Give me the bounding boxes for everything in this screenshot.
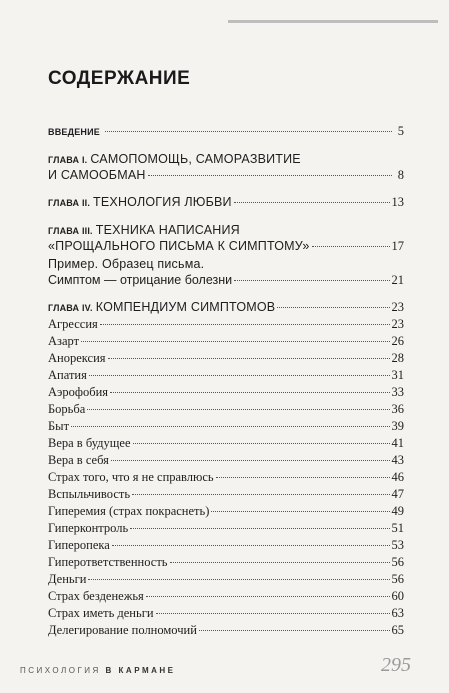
- leader-dots: [211, 511, 389, 512]
- page-ref: 28: [391, 351, 404, 365]
- list-item: [48, 402, 404, 419]
- chapter-tag: ГЛАВА III.: [48, 226, 93, 236]
- leader-dots: [132, 494, 389, 495]
- symptom-label: Вспыльчивость: [48, 487, 131, 501]
- symptom-label: Делегирование полномочий: [48, 623, 197, 637]
- page-ref: 13: [391, 195, 404, 209]
- page-ref: 33: [391, 385, 404, 399]
- leader-dots: [146, 596, 390, 597]
- chapter-title-cont: «ПРОЩАЛЬНОГО ПИСЬМА К СИМПТОМУ»: [48, 239, 310, 253]
- toc-entry-ch4: [48, 300, 404, 317]
- page-ref: 51: [391, 521, 404, 535]
- leader-dots: [170, 562, 390, 563]
- leader-dots: [199, 630, 390, 631]
- chapter-title: САМОПОМОЩЬ, САМОРАЗВИТИЕ: [90, 152, 301, 166]
- toc-entry-intro: [48, 124, 404, 141]
- page-ref: 56: [391, 572, 404, 586]
- chapter-tag: ВВЕДЕНИЕ: [48, 127, 100, 137]
- page-title: СОДЕРЖАНИЕ: [48, 68, 191, 89]
- list-item: [48, 419, 404, 436]
- list-item: [48, 470, 404, 487]
- list-item: [48, 436, 404, 453]
- symptom-list: [48, 317, 404, 640]
- list-item: [48, 351, 404, 368]
- chapter-title: ТЕХНИКА НАПИСАНИЯ: [95, 223, 240, 237]
- page-ref: 41: [391, 436, 404, 450]
- symptom-label: Апатия: [48, 368, 87, 382]
- list-item: [48, 538, 404, 555]
- page-ref: 23: [391, 300, 404, 314]
- toc-entry-ch1-line2: [48, 168, 404, 185]
- leader-dots: [234, 280, 389, 281]
- list-item: [48, 521, 404, 538]
- list-item: [48, 334, 404, 351]
- page-ref: 36: [391, 402, 404, 416]
- series-label-plain: ПСИХОЛОГИЯ: [20, 666, 101, 675]
- leader-dots: [277, 307, 389, 308]
- page-ref: 46: [391, 470, 404, 484]
- page-ref: 21: [391, 273, 404, 287]
- page-ref: 26: [391, 334, 404, 348]
- list-item: [48, 385, 404, 402]
- table-of-contents: [48, 124, 404, 640]
- symptom-label: Деньги: [48, 572, 87, 586]
- symptom-label: Гиперопека: [48, 538, 110, 552]
- symptom-label: Быт: [48, 419, 70, 433]
- leader-dots: [112, 545, 390, 546]
- symptom-label: Вера в себя: [48, 453, 109, 467]
- leader-dots: [71, 426, 389, 427]
- leader-dots: [89, 375, 390, 376]
- leader-dots: [100, 324, 390, 325]
- chapter-title: ТЕХНОЛОГИЯ ЛЮБВИ: [93, 195, 232, 209]
- leader-dots: [234, 202, 390, 203]
- list-item: [48, 572, 404, 589]
- list-item: [48, 453, 404, 470]
- page-ref: 56: [391, 555, 404, 569]
- page-ref: 31: [391, 368, 404, 382]
- chapter-tag: ГЛАВА I.: [48, 155, 88, 165]
- leader-dots: [130, 528, 389, 529]
- page-ref: 63: [391, 606, 404, 620]
- leader-dots: [156, 613, 390, 614]
- symptom-label: Агрессия: [48, 317, 98, 331]
- leader-dots: [108, 358, 390, 359]
- list-item: [48, 504, 404, 521]
- chapter-tag: ГЛАВА IV.: [48, 303, 93, 313]
- toc-entry-ch2: [48, 195, 404, 212]
- list-item: [48, 317, 404, 334]
- symptom-label: Аэрофобия: [48, 385, 109, 399]
- symptom-label: Анорексия: [48, 351, 106, 365]
- header-rule: [228, 20, 438, 23]
- subentry-label: Симптом — отрицание болезни: [48, 273, 233, 287]
- symptom-label: Страх иметь деньги: [48, 606, 154, 620]
- symptom-label: Гиперемия (страх покраснеть): [48, 504, 210, 518]
- chapter-title-cont: И САМООБМАН: [48, 168, 146, 182]
- symptom-label: Страх того, что я не справлюсь: [48, 470, 214, 484]
- leader-dots: [105, 131, 392, 132]
- list-item: [48, 623, 404, 640]
- list-item: [48, 368, 404, 385]
- page-ref: 65: [391, 623, 404, 637]
- list-item: [48, 589, 404, 606]
- toc-entry-ch3-line1: [48, 222, 404, 239]
- leader-dots: [81, 341, 389, 342]
- page-number: 295: [381, 654, 411, 676]
- page-ref: 23: [391, 317, 404, 331]
- page-ref: 39: [391, 419, 404, 433]
- page-ref: 5: [397, 124, 404, 138]
- leader-dots: [88, 579, 389, 580]
- symptom-label: Страх безденежья: [48, 589, 144, 603]
- page-ref: 17: [391, 239, 404, 253]
- list-item: [48, 606, 404, 623]
- series-label: [20, 666, 176, 675]
- leader-dots: [110, 392, 389, 393]
- chapter-tag: ГЛАВА II.: [48, 198, 91, 208]
- toc-entry-ch1-line1: [48, 151, 404, 168]
- list-item: [48, 487, 404, 504]
- symptom-label: Азарт: [48, 334, 80, 348]
- symptom-label: Вера в будущее: [48, 436, 131, 450]
- page-ref: 49: [391, 504, 404, 518]
- toc-entry-ch3-line2: [48, 239, 404, 256]
- leader-dots: [87, 409, 389, 410]
- list-item: [48, 555, 404, 572]
- symptom-label: Гиперответственность: [48, 555, 168, 569]
- page-ref: 8: [397, 168, 404, 182]
- toc-subentry-symptom: [48, 273, 404, 290]
- leader-dots: [148, 175, 392, 176]
- page-ref: 43: [391, 453, 404, 467]
- leader-dots: [312, 246, 390, 247]
- leader-dots: [133, 443, 390, 444]
- symptom-label: Гиперконтроль: [48, 521, 129, 535]
- page-ref: 60: [391, 589, 404, 603]
- series-label-bold: В КАРМАНЕ: [105, 666, 176, 675]
- page-ref: 53: [391, 538, 404, 552]
- leader-dots: [111, 460, 390, 461]
- page-ref: 47: [391, 487, 404, 501]
- toc-subentry-example: Пример. Образец письма.: [48, 257, 205, 271]
- chapter-title: КОМПЕНДИУМ СИМПТОМОВ: [95, 300, 276, 314]
- symptom-label: Борьба: [48, 402, 86, 416]
- leader-dots: [216, 477, 390, 478]
